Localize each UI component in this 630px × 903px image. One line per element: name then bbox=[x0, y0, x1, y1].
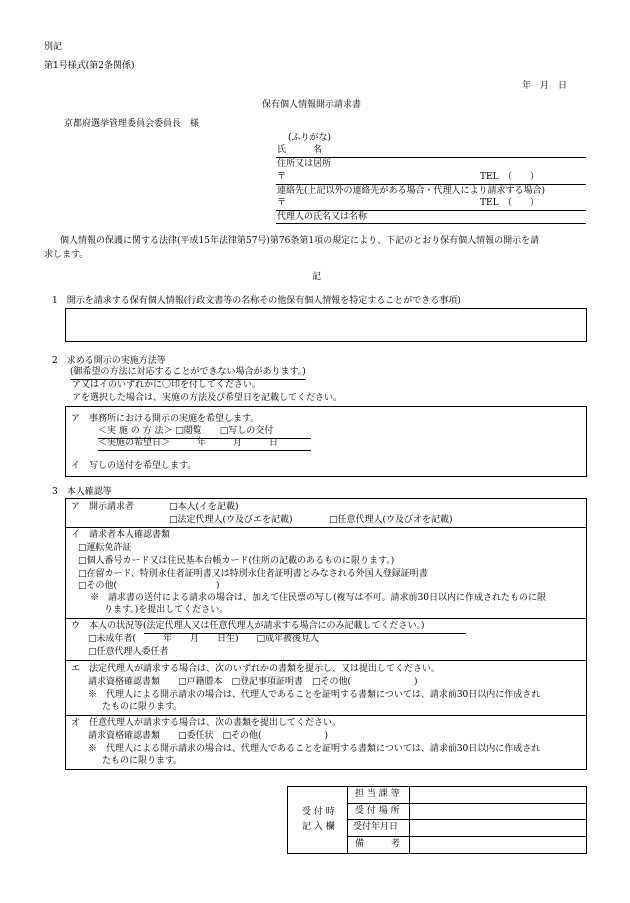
furigana-label: (ふりがな) bbox=[288, 133, 332, 143]
name-line[interactable] bbox=[276, 157, 586, 158]
reception-label-2: 記 入 欄 bbox=[302, 822, 335, 832]
voluntary-agent-note-1: ※ 代理人による開示請求の場合は、代理人であることを証明する書類については、請求前30日以内に作成され bbox=[88, 744, 541, 754]
postal-label-2: 〒 bbox=[277, 198, 287, 208]
section2-title: 2 求める開示の実施方法等 bbox=[52, 356, 166, 366]
divider bbox=[65, 527, 587, 528]
section2-note-1: (御希望の方法に対応することができない場合があります。) bbox=[70, 367, 306, 380]
divider bbox=[65, 618, 587, 619]
section2-note-3: アを選択した場合は、実施の方法及び希望日を記載してください。 bbox=[72, 393, 343, 403]
intro-text-2: 求します。 bbox=[44, 250, 89, 260]
row-label-cell: 担 当 課 等 bbox=[348, 787, 410, 804]
ki-label: 記 bbox=[312, 272, 322, 282]
legal-agent-docs[interactable]: 請求資格確認書類 □戸籍謄本 □登記事項証明書 □その他( ) bbox=[88, 677, 418, 687]
reception-value-place[interactable] bbox=[410, 804, 586, 819]
checkbox-legal-agent[interactable]: □法定代理人(ウ及びエを記載) bbox=[169, 515, 293, 525]
row-label-cell: 受付年月日 bbox=[348, 820, 410, 837]
checkbox-delegator[interactable]: □任意代理人委任者 bbox=[88, 647, 169, 657]
voluntary-agent-title: オ 任意代理人が請求する場合は、次の書類を提出してください。 bbox=[71, 718, 342, 728]
legal-agent-title: エ 法定代理人が請求する場合は、次のいずれかの書類を提示し、又は提出してください。 bbox=[71, 664, 441, 674]
tel-label-2: TEL （ ） bbox=[480, 198, 540, 208]
contact-label: 連絡先(上記以外の連絡先がある場合・代理人により請求する場合) bbox=[277, 186, 546, 196]
voluntary-agent-note-2: たものに限ります。 bbox=[102, 756, 183, 766]
checkbox-residence-card[interactable]: □在留カード、特別永住者証明書又は特別永住者証明書とみなされる外国人登録証明書 bbox=[78, 569, 428, 579]
option-a-office[interactable]: ア 事務所における開示の実施を希望します。 bbox=[71, 414, 260, 424]
agent-line[interactable] bbox=[276, 223, 586, 224]
checkbox-voluntary-agent[interactable]: □任意代理人(ウ及びオを記載) bbox=[329, 515, 453, 525]
reception-value-remarks[interactable] bbox=[410, 837, 586, 853]
legal-agent-note-1: ※ 代理人による開示請求の場合は、代理人であることを証明する書類については、請求前30日以内に作成され bbox=[88, 690, 541, 700]
divider bbox=[65, 715, 587, 716]
section2-box bbox=[65, 406, 587, 477]
id-note-2: ります。)を提出してください。 bbox=[104, 605, 229, 615]
section1-input-box[interactable] bbox=[65, 308, 587, 342]
row-label-cell: 受 付 場 所 bbox=[348, 804, 410, 820]
id-note-1: ※ 請求書の送付による請求の場合は、加えて住民票の写し(複写は不可。請求前30日以内に作成されたものに限 bbox=[90, 593, 546, 603]
section3-box bbox=[65, 498, 587, 770]
checkbox-minor[interactable]: □未成年者( 年 月 日生) □成年被後見人 bbox=[88, 634, 320, 644]
reception-label-1: 受 付 時 bbox=[302, 807, 335, 817]
section1-title: 1 開示を請求する保有個人情報(行政文書等の名称その他保有個人情報を特定することができる事項) bbox=[52, 296, 461, 306]
checkbox-self[interactable]: □本人(イを記載) bbox=[169, 502, 239, 512]
section3-title: 3 本人確認等 bbox=[52, 487, 112, 497]
name-label: 氏 名 bbox=[277, 145, 323, 155]
tel-label-1: TEL （ ） bbox=[480, 172, 540, 182]
reception-value-dept[interactable] bbox=[410, 787, 586, 803]
preferred-date-row[interactable]: ＜実施の希望日＞ 年 月 日 bbox=[98, 438, 311, 451]
postal-label-1: 〒 bbox=[277, 172, 287, 182]
checkbox-drivers-license[interactable]: □運転免許証 bbox=[78, 543, 132, 553]
checkbox-other-id[interactable]: □その他( ) bbox=[78, 581, 220, 591]
addressee: 京都府選挙管理委員会委員長 様 bbox=[64, 119, 200, 129]
appendix-label: 別記 bbox=[44, 42, 63, 52]
id-docs-title: イ 請求者本人確認書類 bbox=[71, 530, 171, 540]
row-label-cell: 備 考 bbox=[348, 837, 410, 853]
form-number: 第1号様式(第2条関係) bbox=[44, 61, 135, 71]
reception-table bbox=[287, 786, 587, 854]
divider bbox=[65, 660, 587, 661]
legal-agent-note-2: たものに限ります。 bbox=[102, 702, 183, 712]
option-i-mail[interactable]: イ 写しの送付を希望します。 bbox=[71, 461, 197, 471]
date-field[interactable]: 年 月 日 bbox=[522, 81, 568, 91]
reception-label-cell bbox=[288, 787, 348, 853]
agent-label: 代理人の氏名又は名称 bbox=[277, 212, 368, 222]
method-row[interactable]: ＜実 施 の 方 法＞ □閲覧 □写しの交付 bbox=[98, 426, 311, 439]
voluntary-agent-docs[interactable]: 請求資格確認書類 □委任状 □その他( ) bbox=[88, 731, 329, 741]
status-title: ウ 本人の状況等(法定代理人又は任意代理人が請求する場合にのみ記載してください。) bbox=[71, 621, 425, 631]
address-line[interactable] bbox=[276, 184, 586, 185]
section2-note-2: ア又はイのいずれかに〇印を付してください。 bbox=[72, 380, 262, 390]
intro-text-1: 個人情報の保護に関する法律(平成15年法律第57号)第76条第1項の規定により、下記のとおり保有個人情報の開示を請 bbox=[60, 236, 540, 246]
document-title: 保有個人情報開示請求書 bbox=[262, 100, 362, 110]
reception-value-date[interactable] bbox=[410, 820, 586, 836]
address-label: 住所又は居所 bbox=[277, 159, 332, 169]
requester-type-label: ア 開示請求者 bbox=[71, 502, 135, 512]
contact-line[interactable] bbox=[276, 210, 586, 211]
checkbox-my-number-card[interactable]: □個人番号カード又は住民基本台帳カード(住所の記載のあるものに限ります。) bbox=[78, 556, 395, 566]
